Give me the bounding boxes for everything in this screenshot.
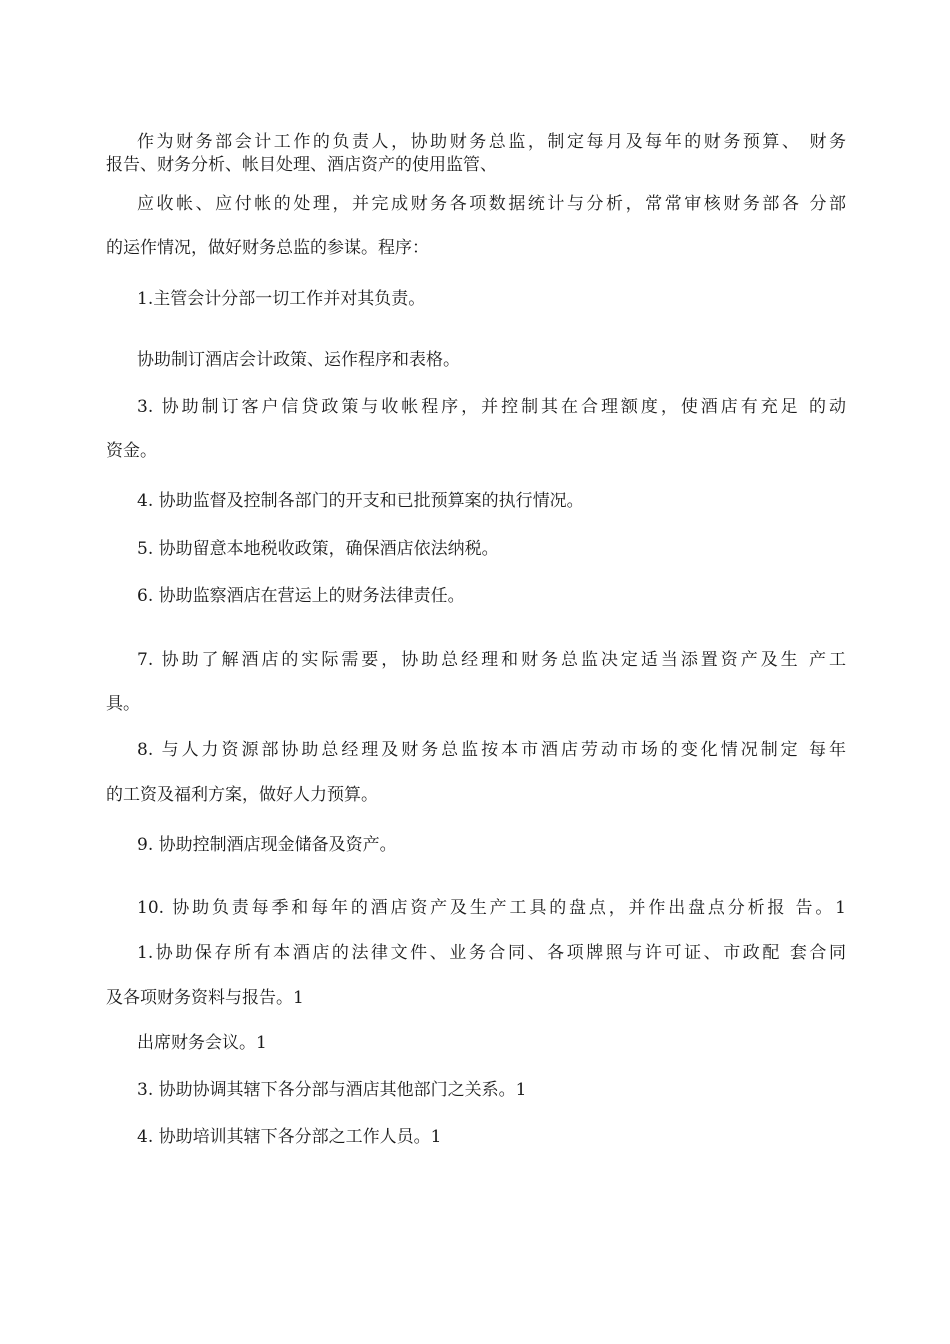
list-item-8-cont: 的工资及福利方案，做好人力预算。 — [106, 785, 378, 805]
list-item-1: 1.主管会计分部一切工作并对其负责。 — [137, 289, 426, 309]
list-item-13: 3. 协助协调其辖下各分部与酒店其他部门之关系。1 — [137, 1080, 527, 1100]
list-item-2: 协助制订酒店会计政策、运作程序和表格。 — [137, 350, 460, 370]
list-item-11: 1.协助保存所有本酒店的法律文件、业务合同、各项牌照与许可证、市政配 套合同 — [137, 943, 846, 963]
list-item-5: 5. 协助留意本地税收政策，确保酒店依法纳税。 — [137, 539, 499, 559]
intro-line-4: 的运作情况，做好财务总监的参谋。程序： — [106, 238, 429, 258]
list-item-7: 7. 协助了解酒店的实际需要，协助总经理和财务总监决定适当添置资产及生 产工 — [137, 650, 846, 670]
intro-line-1: 作为财务部会计工作的负责人，协助财务总监，制定每月及每年的财务预算、 财务 — [137, 132, 846, 152]
list-item-3: 3. 协助制订客户信贷政策与收帐程序，并控制其在合理额度，使酒店有充足 的动 — [137, 397, 846, 417]
list-item-8: 8. 与人力资源部协助总经理及财务总监按本市酒店劳动市场的变化情况制定 每年 — [137, 740, 846, 760]
list-item-4: 4. 协助监督及控制各部门的开支和已批预算案的执行情况。 — [137, 491, 584, 511]
list-item-10: 10. 协助负责每季和每年的酒店资产及生产工具的盘点，并作出盘点分析报 告。1 — [137, 898, 846, 918]
list-item-12: 出席财务会议。1 — [137, 1033, 267, 1053]
intro-line-3: 应收帐、应付帐的处理，并完成财务各项数据统计与分析，常常审核财务部各 分部 — [137, 194, 846, 214]
list-item-3-cont: 资金。 — [106, 441, 157, 461]
list-item-14: 4. 协助培训其辖下各分部之工作人员。1 — [137, 1127, 442, 1147]
list-item-6: 6. 协助监察酒店在营运上的财务法律责任。 — [137, 586, 465, 606]
intro-line-2: 报告、财务分析、帐目处理、酒店资产的使用监管、 — [106, 155, 497, 175]
list-item-11-cont: 及各项财务资料与报告。1 — [106, 988, 304, 1008]
list-item-7-cont: 具。 — [106, 694, 140, 714]
list-item-9: 9. 协助控制酒店现金储备及资产。 — [137, 835, 397, 855]
